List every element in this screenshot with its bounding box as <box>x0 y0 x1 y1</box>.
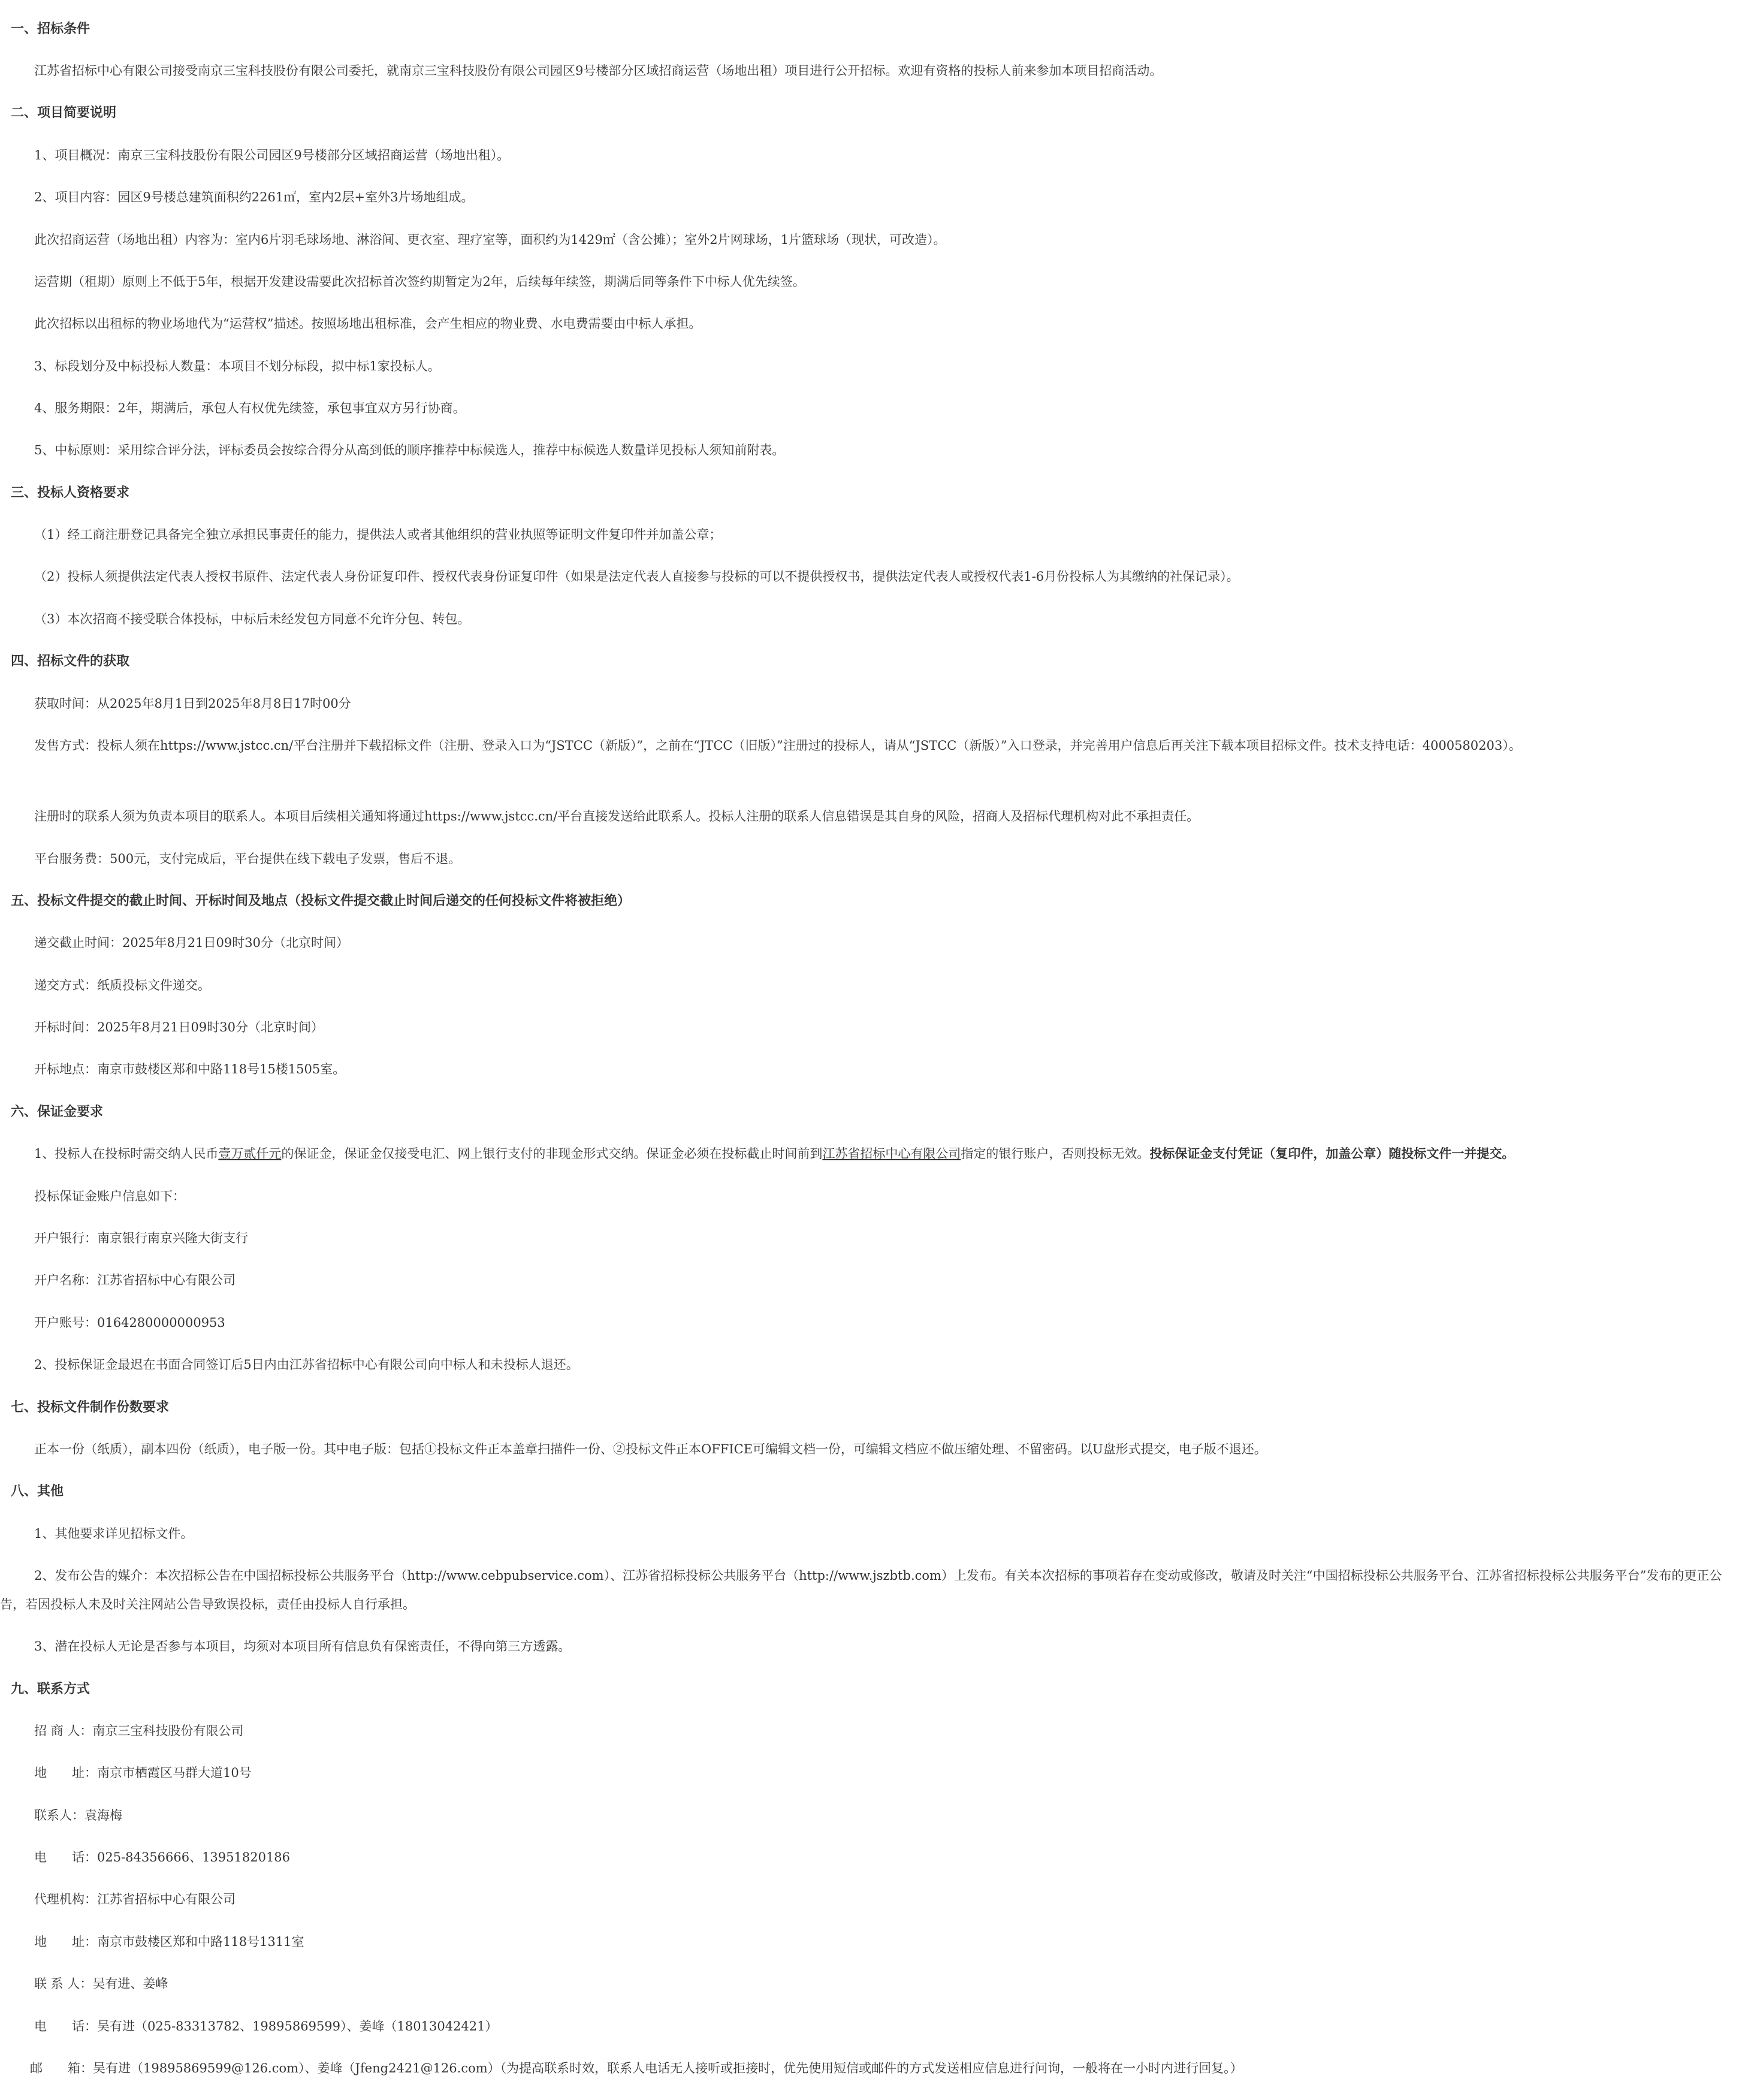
contact-line: 邮 箱：吴有进（19895869599@126.com）、姜峰（Jfeng2421@126.com）（为提高联系时效，联系人电话无人接听或拒接时，优先使用短信或邮件的方式发送相应信息进行问询，一般将在一小时内进行回复。） <box>30 2061 1243 2075</box>
paragraph: 5、中标原则：采用综合评分法，评标委员会按综合得分从高到低的顺序推荐中标候选人，推荐中标候选人数量详见投标人须知前附表。 <box>34 443 785 457</box>
paragraph: 3、标段划分及中标投标人数量：本项目不划分标段，拟中标1家投标人。 <box>34 359 440 373</box>
text-segment: 的保证金，保证金仅接受电汇、网上银行支付的非现金形式交纳。保证金必须在投标截止时间前到 <box>281 1146 823 1161</box>
paragraph: 开标地点：南京市鼓楼区郑和中路118号15楼1505室。 <box>34 1062 346 1076</box>
paragraph: 投标保证金账户信息如下： <box>34 1189 185 1203</box>
section-heading-copies: 七、投标文件制作份数要求 <box>11 1399 170 1415</box>
paragraph: 江苏省招标中心有限公司接受南京三宝科技股份有限公司委托，就南京三宝科技股份有限公司园区9号楼部分区域招商运营（场地出租）项目进行公开招标。欢迎有资格的投标人前来参加本项目招商活动。 <box>34 64 1163 78</box>
section-heading-other: 八、其他 <box>11 1483 64 1499</box>
contact-line: 联 系 人：吴有进、姜峰 <box>34 1977 168 1991</box>
section-heading-bidder-qualification: 三、投标人资格要求 <box>11 485 130 500</box>
contact-line: 地 址：南京市鼓楼区郑和中路118号1311室 <box>34 1935 304 1949</box>
deposit-amount: 壹万贰仟元 <box>218 1146 282 1161</box>
text-segment: 1、投标人在投标时需交纳人民币 <box>34 1146 219 1161</box>
paragraph: 开户银行：南京银行南京兴隆大街支行 <box>34 1231 248 1245</box>
section-heading-submission-deadline: 五、投标文件提交的截止时间、开标时间及地点（投标文件提交截止时间后递交的任何投标文件将被拒绝） <box>11 893 631 909</box>
paragraph-deposit-terms <box>34 1145 1514 1163</box>
paragraph: 2、投标保证金最迟在书面合同签订后5日内由江苏省招标中心有限公司向中标人和未投标人退还。 <box>34 1357 579 1372</box>
section-heading-deposit: 六、保证金要求 <box>11 1104 104 1120</box>
contact-line: 代理机构：江苏省招标中心有限公司 <box>34 1892 236 1906</box>
section-heading-obtain-documents: 四、招标文件的获取 <box>11 653 130 669</box>
paragraph: 注册时的联系人须为负责本项目的联系人。本项目后续相关通知将通过https://www.jstcc.cn/平台直接发送给此联系人。投标人注册的联系人信息错误是其自身的风险，招商人及招标代理机构对此不承担责任。 <box>34 809 1200 823</box>
paragraph: 2、项目内容：园区9号楼总建筑面积约2261㎡，室内2层+室外3片场地组成。 <box>34 190 474 204</box>
contact-line: 电 话：吴有进（025-83313782、19895869599）、姜峰（18013042421） <box>34 2019 498 2033</box>
paragraph: 递交截止时间：2025年8月21日09时30分（北京时间） <box>34 936 349 950</box>
paragraph: 获取时间：从2025年8月1日到2025年8月8日17时00分 <box>34 696 351 711</box>
contact-line: 招 商 人：南京三宝科技股份有限公司 <box>34 1724 244 1738</box>
paragraph: 开户名称：江苏省招标中心有限公司 <box>34 1273 236 1287</box>
paragraph: 运营期（租期）原则上不低于5年，根据开发建设需要此次招标首次签约期暂定为2年，后续每年续签，期满后同等条件下中标人优先续签。 <box>34 274 805 289</box>
paragraph: （2）投标人须提供法定代表人授权书原件、法定代表人身份证复印件、授权代表身份证复印件（如果是法定代表人直接参与投标的可以不提供授权书，提供法定代表人或授权代表1-6月份投标人为其缴纳的社保记录）。 <box>34 569 1239 584</box>
paragraph: 1、项目概况：南京三宝科技股份有限公司园区9号楼部分区域招商运营（场地出租）。 <box>34 148 510 162</box>
section-heading-contact: 九、联系方式 <box>11 1681 90 1697</box>
bold-notice: 投标保证金支付凭证（复印件，加盖公章）随投标文件一并提交。 <box>1149 1146 1515 1161</box>
paragraph: （3）本次招商不接受联合体投标，中标后未经发包方同意不允许分包、转包。 <box>34 612 470 626</box>
paragraph: 此次招标以出租标的物业场地代为“运营权”描述。按照场地出租标准，会产生相应的物业费、水电费需要由中标人承担。 <box>34 316 702 331</box>
section-heading-project-brief: 二、项目简要说明 <box>11 105 117 120</box>
contact-line: 联系人：袁海梅 <box>34 1808 122 1823</box>
paragraph: 发售方式：投标人须在https://www.jstcc.cn/平台注册并下载招标文件（注册、登录入口为“JSTCC（新版）”，之前在“JTCC（旧版）”注册过的投标人，请从“JSTCC（新版）”入口登录，并完善用户信息后再关注下载本项目招标文件。技术支持电话：4000580203）。 <box>34 738 1521 753</box>
paragraph: 正本一份（纸质），副本四份（纸质），电子版一份。其中电子版：包括①投标文件正本盖章扫描件一份、②投标文件正本OFFICE可编辑文档一份，可编辑文档应不做压缩处理、不留密码。以U盘形式提交，电子版不退还。 <box>34 1442 1267 1456</box>
paragraph: 平台服务费：500元，支付完成后，平台提供在线下载电子发票，售后不退。 <box>34 852 461 866</box>
contact-line: 地 址：南京市栖霞区马群大道10号 <box>34 1766 252 1780</box>
agency-name: 江苏省招标中心有限公司 <box>822 1146 961 1161</box>
paragraph: 2、发布公告的媒介：本次招标公告在中国招标投标公共服务平台（http://www.cebpubservice.com）、江苏省招标投标公共服务平台（http://www.jszbtb.com）上发布。有关本次招标的事项若存在变动或修改，敬请及时关注“中国招标投标公共服务平台、江苏省招标投标公共服务平台”发布的更正公告，若因投标人未及时关注网站公告导致误投标，责任由投标人自行承担。 <box>0 1568 1722 1612</box>
paragraph: 开户账号：0164280000000953 <box>34 1315 225 1330</box>
paragraph: 此次招商运营（场地出租）内容为：室内6片羽毛球场地、淋浴间、更衣室、理疗室等，面积约为1429㎡（含公摊）；室外2片网球场，1片篮球场（现状，可改造）。 <box>34 233 946 247</box>
section-heading-bidding-conditions: 一、招标条件 <box>11 21 90 37</box>
paragraph: （1）经工商注册登记具备完全独立承担民事责任的能力，提供法人或者其他组织的营业执照等证明文件复印件并加盖公章； <box>34 527 722 542</box>
paragraph: 开标时间：2025年8月21日09时30分（北京时间） <box>34 1020 324 1034</box>
paragraph: 1、其他要求详见招标文件。 <box>34 1526 194 1541</box>
paragraph: 3、潜在投标人无论是否参与本项目，均须对本项目所有信息负有保密责任，不得向第三方透露。 <box>34 1639 571 1654</box>
contact-line: 电 话：025-84356666、13951820186 <box>34 1850 291 1864</box>
paragraph: 递交方式：纸质投标文件递交。 <box>34 978 210 992</box>
text-segment: 指定的银行账户，否则投标无效。 <box>961 1146 1150 1161</box>
paragraph: 4、服务期限：2年，期满后，承包人有权优先续签，承包事宜双方另行协商。 <box>34 401 466 415</box>
